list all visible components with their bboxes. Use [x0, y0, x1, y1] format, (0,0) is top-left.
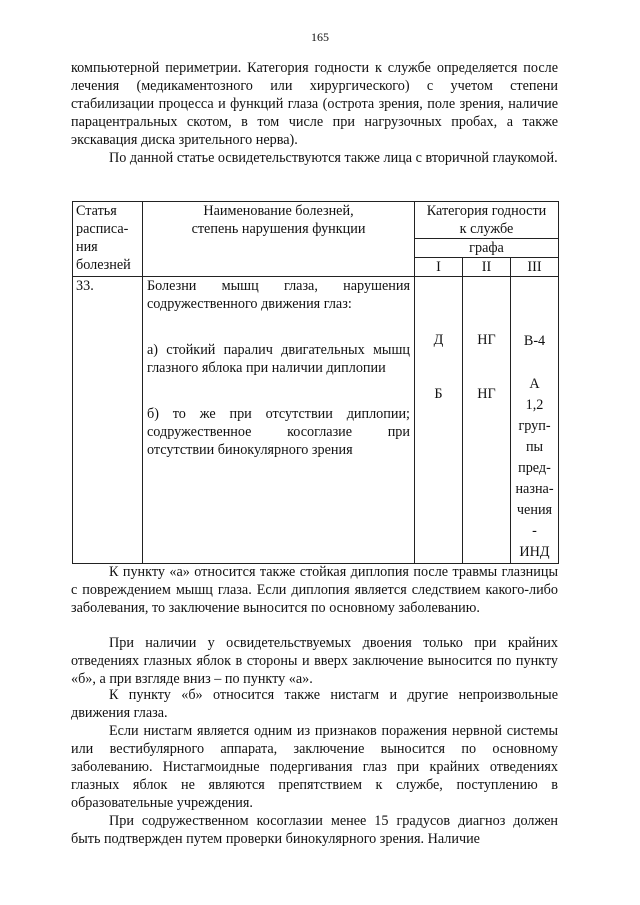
header-name-line: степень нарушения функции — [191, 221, 366, 237]
row-intro: Болезни мышц глаза, нарушения содружественного движения глаз: — [147, 278, 410, 312]
header-col-iii: III — [511, 258, 559, 277]
header-article-line: болезней — [76, 257, 131, 273]
paragraph-double-vision: При наличии у освидетельствуемых двоения только при крайних отведениях глазных яблок в стороны и вверх заключение выносится по пункту «б», а при взгляде вниз – по пункту «а». — [71, 635, 558, 688]
cat-b-iii-line: пы — [525, 439, 544, 455]
paragraph-strabismus: При содружественном косоглазии менее 15 градусов диагноз должен быть подтвержден путем проверки бинокулярного зрения. Наличие — [71, 813, 558, 848]
row-col-i — [415, 277, 463, 564]
row-item-a: а) стойкий паралич двигательных мышц глазного яблока при наличии диплопии — [147, 342, 410, 376]
cat-b-iii-line: 1,2 — [525, 397, 544, 413]
paragraph-secondary-glaucoma: По данной статье освидетельствуются также лица с вторичной глаукомой. — [109, 150, 558, 166]
header-article-line: ния — [76, 239, 98, 255]
table-header-row — [73, 202, 559, 239]
row-col-ii — [463, 277, 511, 564]
cat-a-iii: В-4 — [523, 333, 546, 349]
cat-b-ii: НГ — [477, 386, 496, 402]
table-row — [73, 277, 559, 564]
cat-b-iii-line: пред- — [518, 460, 551, 476]
header-disease-name — [143, 202, 415, 277]
paragraph-perimetry: компьютерной периметрии. Категория годности к службе определяется после лечения (медикаментозного или хирургического) с учетом степени стабилизации процесса и функций глаза (острота зрения, поле зрения, наличие парацентральных скотом, в том числе при нагрузочных пробах, а также экскавация диска зрительного нерва). — [71, 60, 558, 149]
header-article — [73, 202, 143, 277]
header-category-line: к службе — [459, 221, 514, 237]
header-graph: графа — [415, 239, 559, 258]
row-col-iii — [511, 277, 559, 564]
header-col-ii: II — [463, 258, 511, 277]
header-col-i: I — [415, 258, 463, 277]
cat-b-iii-line: груп- — [518, 418, 551, 434]
header-article-line: Статья — [76, 203, 117, 219]
cat-b-iii-line: ИНД — [519, 544, 550, 560]
cat-a-ii: НГ — [477, 332, 496, 348]
paragraph-item-b-nystagmus: К пункту «б» относится также нистагм и другие непроизвольные движения глаза. — [71, 687, 558, 722]
row-disease-description — [143, 277, 415, 564]
row-item-b: б) то же при отсутствии диплопии; содружественное косоглазие при отсутствии бинокулярного зрения — [147, 406, 410, 458]
header-article-line: расписа- — [76, 221, 129, 237]
cat-b-iii-line: назна- — [515, 481, 554, 497]
page-number: 165 — [311, 30, 329, 44]
cat-b-iii-line: чения — [516, 502, 553, 518]
row-article-number: 33. — [73, 277, 143, 564]
cat-b-iii-line: А — [529, 376, 540, 392]
cat-b-iii-line: - — [532, 523, 537, 539]
header-category-line: Категория годности — [426, 203, 547, 219]
disease-schedule-table — [72, 201, 559, 564]
header-name-line: Наименование болезней, — [203, 203, 354, 219]
cat-a-i: Д — [433, 332, 444, 348]
paragraph-item-a-diplopia: К пункту «а» относится также стойкая диплопия после травмы глазницы с повреждением мышц глаза. Если диплопия является следствием какого-либо заболевания, то заключение выносится по основному заболеванию. — [71, 564, 558, 617]
header-category — [415, 202, 559, 239]
cat-b-i: Б — [434, 386, 443, 402]
paragraph-nystagmus-conclusion: Если нистагм является одним из признаков поражения нервной системы или вестибулярного аппарата, заключение выносится по основному заболеванию. Нистагмоидные подергивания глаз при крайних отведениях глазных яблок не являются препятствием к службе, поступлению в образовательные учреждения. — [71, 723, 558, 812]
